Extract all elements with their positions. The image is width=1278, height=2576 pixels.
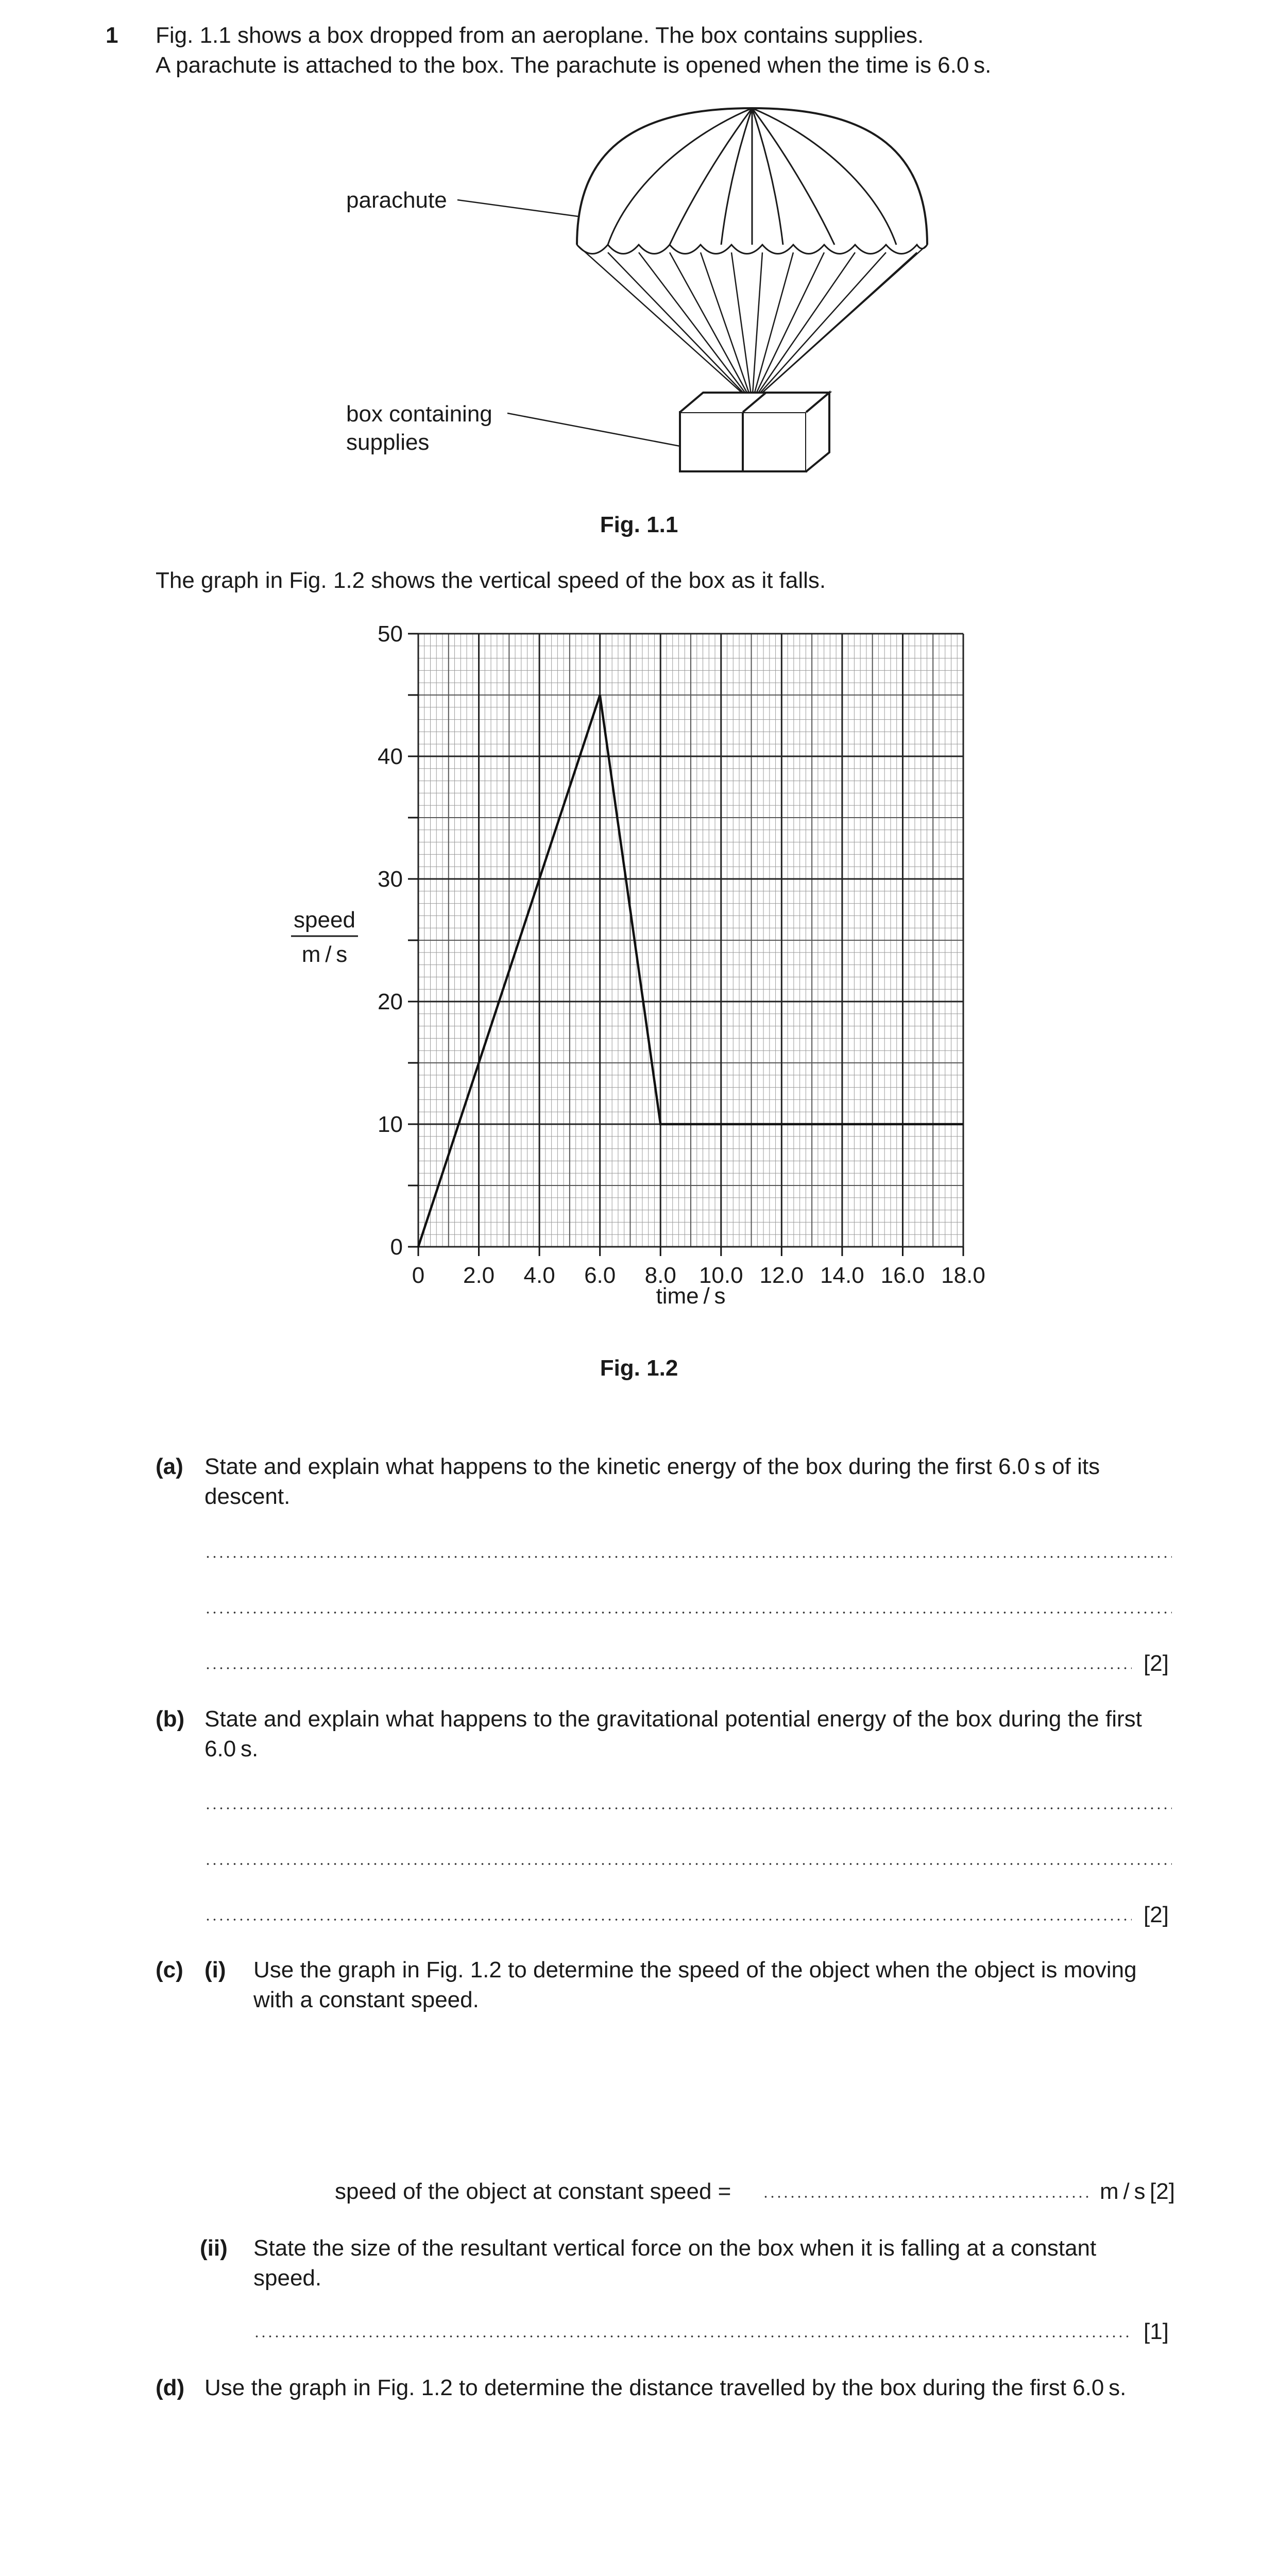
x-tick-label: 14.0 bbox=[820, 1263, 864, 1288]
label-box-line-1: box containing bbox=[346, 401, 492, 427]
y-tick-label: 0 bbox=[390, 1234, 403, 1260]
part-c-i-unit: m / s bbox=[1100, 2179, 1146, 2204]
x-tick-label: 4.0 bbox=[523, 1263, 555, 1288]
y-tick-label: 50 bbox=[378, 621, 403, 647]
part-c-ii-marks: [1] bbox=[1144, 2319, 1169, 2344]
answer-line-a-3[interactable] bbox=[205, 1667, 1132, 1669]
part-c-i-line-2: with a constant speed. bbox=[253, 1987, 479, 2012]
part-b-line-1: State and explain what happens to the gravitational potential energy of the box during the first bbox=[205, 1706, 1142, 1732]
figure-1-caption: Fig. 1.1 bbox=[600, 512, 678, 537]
y-axis-label-top: speed bbox=[294, 907, 355, 933]
x-tick-label: 2.0 bbox=[463, 1263, 495, 1288]
answer-line-a-1[interactable] bbox=[205, 1556, 1172, 1558]
y-tick-label: 30 bbox=[378, 867, 403, 892]
graph-intro: The graph in Fig. 1.2 shows the vertical speed of the box as it falls. bbox=[156, 568, 826, 593]
parachute-illustration bbox=[340, 98, 958, 489]
x-tick-label: 18.0 bbox=[941, 1263, 985, 1288]
speed-time-chart bbox=[278, 618, 1030, 1329]
part-b-marks: [2] bbox=[1144, 1902, 1169, 1927]
part-d-label: (d) bbox=[156, 2375, 185, 2400]
x-tick-label: 0 bbox=[412, 1263, 425, 1288]
y-tick-label: 10 bbox=[378, 1112, 403, 1137]
axis-tick-labels bbox=[378, 621, 985, 1288]
label-parachute: parachute bbox=[346, 188, 447, 213]
answer-line-b-3[interactable] bbox=[205, 1919, 1132, 1921]
part-a-label: (a) bbox=[156, 1454, 183, 1479]
part-c-i-label: (i) bbox=[205, 1957, 226, 1982]
x-tick-label: 6.0 bbox=[584, 1263, 616, 1288]
question-number: 1 bbox=[106, 23, 118, 48]
part-c-ii-line-1: State the size of the resultant vertical force on the box when it is falling at a constant bbox=[253, 2235, 1097, 2261]
y-axis-label-bottom: m / s bbox=[301, 942, 348, 967]
part-a-line-2: descent. bbox=[205, 1484, 291, 1509]
part-a-line-1: State and explain what happens to the kinetic energy of the box during the first 6.0 s of its bbox=[205, 1454, 1100, 1479]
y-tick-label: 20 bbox=[378, 989, 403, 1014]
part-c-ii-line-2: speed. bbox=[253, 2265, 322, 2291]
part-b-label: (b) bbox=[156, 1706, 185, 1732]
part-c-ii-label: (ii) bbox=[200, 2235, 228, 2261]
label-box-line-2: supplies bbox=[346, 430, 430, 455]
intro-line-1: Fig. 1.1 shows a box dropped from an aeroplane. The box contains supplies. bbox=[156, 23, 924, 48]
figure-parachute bbox=[340, 98, 958, 489]
x-tick-label: 10.0 bbox=[698, 1263, 743, 1288]
answer-line-a-2[interactable] bbox=[205, 1612, 1172, 1614]
grid-medium bbox=[418, 634, 963, 1247]
x-axis-label: time / s bbox=[656, 1283, 726, 1309]
answer-line-c-i[interactable] bbox=[762, 2196, 1092, 2198]
answer-line-b-1[interactable] bbox=[205, 1807, 1172, 1809]
intro-line-2: A parachute is attached to the box. The parachute is opened when the time is 6.0 s. bbox=[156, 53, 992, 78]
figure-2-caption: Fig. 1.2 bbox=[600, 1355, 678, 1381]
part-d-line-1: Use the graph in Fig. 1.2 to determine the distance travelled by the box during the first 6.0 s. bbox=[205, 2375, 1127, 2400]
y-tick-label: 40 bbox=[378, 744, 403, 769]
x-tick-label: 12.0 bbox=[759, 1263, 804, 1288]
axis-ticks bbox=[408, 634, 963, 1256]
part-c-i-line-1: Use the graph in Fig. 1.2 to determine the speed of the object when the object is moving bbox=[253, 1957, 1137, 1982]
part-c-label: (c) bbox=[156, 1957, 183, 1982]
part-b-line-2: 6.0 s. bbox=[205, 1736, 259, 1761]
x-tick-label: 16.0 bbox=[880, 1263, 925, 1288]
part-c-i-marks: [2] bbox=[1150, 2179, 1175, 2204]
answer-line-c-ii[interactable] bbox=[253, 2335, 1132, 2337]
answer-line-b-2[interactable] bbox=[205, 1863, 1172, 1865]
figure-speed-time-graph bbox=[278, 618, 1030, 1329]
part-c-i-answer-prefix: speed of the object at constant speed = bbox=[335, 2179, 731, 2204]
part-a-marks: [2] bbox=[1144, 1651, 1169, 1676]
x-tick-label: 8.0 bbox=[644, 1263, 676, 1288]
